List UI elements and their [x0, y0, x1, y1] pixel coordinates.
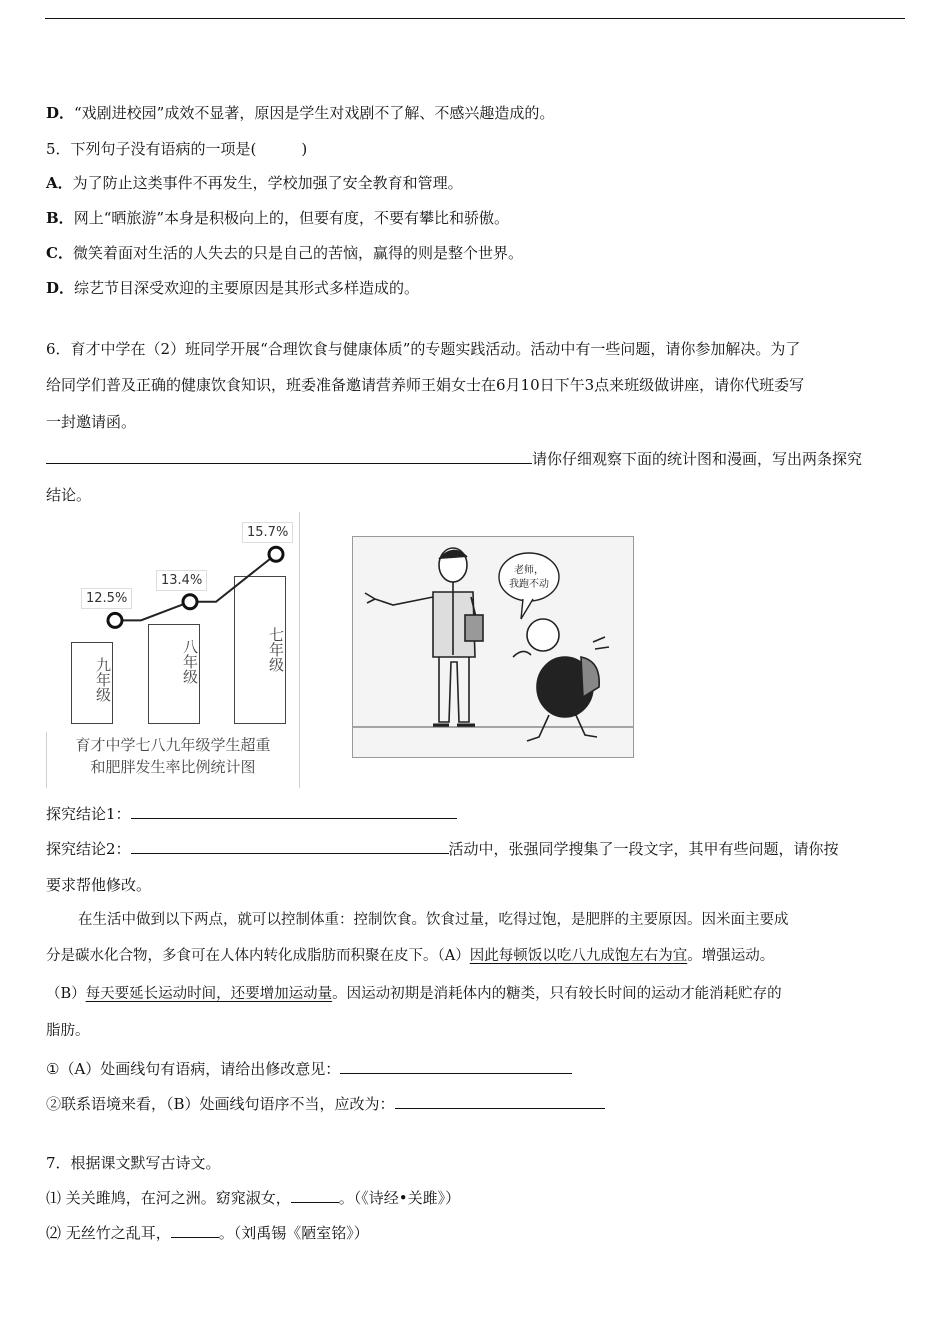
sub-question-1: ①（A）处画线句有语病，请给出修改意见： — [46, 1058, 572, 1079]
q5-option-c: C．微笑着面对生活的人失去的只是自己的苦恼，赢得的则是整个世界。 — [46, 244, 523, 262]
answer-blank-q7-2[interactable] — [171, 1222, 219, 1238]
value-label-2: 13.4% — [156, 570, 207, 591]
bar-label-1: 九年级 — [94, 657, 112, 703]
data-point-3 — [269, 547, 283, 561]
q6-paragraph-line1: 6．育才中学在（2）班同学开展“合理饮食与健康体质”的专题实践活动。活动中有一些问题，请你参加解决。为了 — [46, 340, 801, 358]
passage-line4: 脂肪。 — [46, 1023, 90, 1039]
q5-title: 5．下列句子没有语病的一项是( ) — [46, 140, 308, 158]
q4-option-d: D．“戏剧进校园”成效不显著，原因是学生对戏剧不了解、不感兴趣造成的。 — [46, 104, 555, 122]
sub-question-2: ②联系语境来看，（B）处画线句语序不当，应改为： — [46, 1093, 605, 1114]
conclusion-2-next: 要求帮他修改。 — [46, 876, 152, 894]
chart-caption — [46, 734, 300, 778]
cartoon-illustration — [352, 536, 634, 758]
answer-blank-sub1[interactable] — [340, 1058, 572, 1074]
conclusion-2: 探究结论2： 活动中，张强同学搜集了一段文字，其甲有些问题，请你按 — [46, 840, 839, 858]
q5-option-b: B．网上“晒旅游”本身是积极向上的，但要有度，不要有攀比和骄傲。 — [46, 209, 510, 227]
answer-blank-conclusion2[interactable] — [131, 838, 449, 854]
obesity-rate-chart — [46, 512, 300, 788]
trend-line — [115, 554, 276, 620]
speech-text-line1: 老师， — [514, 565, 544, 576]
data-point-1 — [108, 613, 122, 627]
q5-option-a: A．为了防止这类事件不再发生，学校加强了安全教育和管理。 — [46, 174, 463, 192]
value-label-1: 12.5% — [81, 588, 132, 609]
underlined-sentence-b: 每天要延长运动时间，还要增加运动量 — [85, 986, 333, 1002]
teacher-figure — [365, 548, 483, 725]
chart-line-layer — [46, 512, 300, 732]
q6-paragraph-line2: 给同学们普及正确的健康饮食知识，班委准备邀请营养师王娟女士在6月10日下午3点来班级做讲座，请你代班委写 — [46, 376, 805, 394]
answer-blank-q7-1[interactable] — [291, 1187, 339, 1203]
bar-label-2: 八年级 — [181, 638, 199, 684]
q7-item-1: ⑴ 关关雎鸠，在河之洲。窈窕淑女， 。（《诗经•关雎》） — [46, 1189, 461, 1207]
q6-paragraph-line3: 一封邀请函。 — [46, 413, 137, 431]
passage-line3: （B）每天要延长运动时间，还要增加运动量。因运动初期是消耗体内的糖类，只有较长时间的运动才能消耗贮存的 — [46, 986, 782, 1002]
q6-paragraph-line4: 请你仔细观察下面的统计图和漫画，写出两条探究 — [46, 448, 862, 469]
passage-line1: 在生活中做到以下两点，就可以控制体重：控制饮食。饮食过量，吃得过饱，是肥胖的主要原因。因米面主要成 — [78, 912, 789, 928]
speech-text-line2: 我跑不动 — [509, 579, 549, 590]
passage-line2: 分是碳水化合物，多食可在人体内转化成脂肪而积聚在皮下。（A）因此每顿饭以吃八九成饱左右为宜。增强运动。 — [46, 948, 775, 964]
student-figure — [513, 619, 609, 741]
header-rule — [45, 18, 905, 19]
answer-blank-conclusion1[interactable] — [131, 803, 457, 819]
answer-blank-sub2[interactable] — [395, 1093, 605, 1109]
underlined-sentence-a: 因此每顿饭以吃八九成饱左右为宜 — [469, 948, 688, 964]
bar-label-3: 七年级 — [267, 627, 285, 673]
speech-bubble — [499, 553, 559, 619]
value-label-3: 15.7% — [242, 522, 293, 543]
data-point-2 — [183, 595, 197, 609]
answer-blank-invitation[interactable] — [46, 448, 532, 464]
q7-title: 7．根据课文默写古诗文。 — [46, 1154, 221, 1172]
chart-caption-line1: 育才中学七八九年级学生超重 — [75, 736, 271, 754]
chart-caption-line2: 和肥胖发生率比例统计图 — [90, 758, 256, 776]
cartoon-drawing — [353, 537, 634, 758]
conclusion-1: 探究结论1： — [46, 803, 457, 824]
q7-item-2: ⑵ 无丝竹之乱耳， 。（刘禹锡《陋室铭》） — [46, 1224, 369, 1242]
q6-paragraph-line5: 结论。 — [46, 486, 92, 504]
q5-option-d: D．综艺节目深受欢迎的主要原因是其形式多样造成的。 — [46, 279, 420, 297]
